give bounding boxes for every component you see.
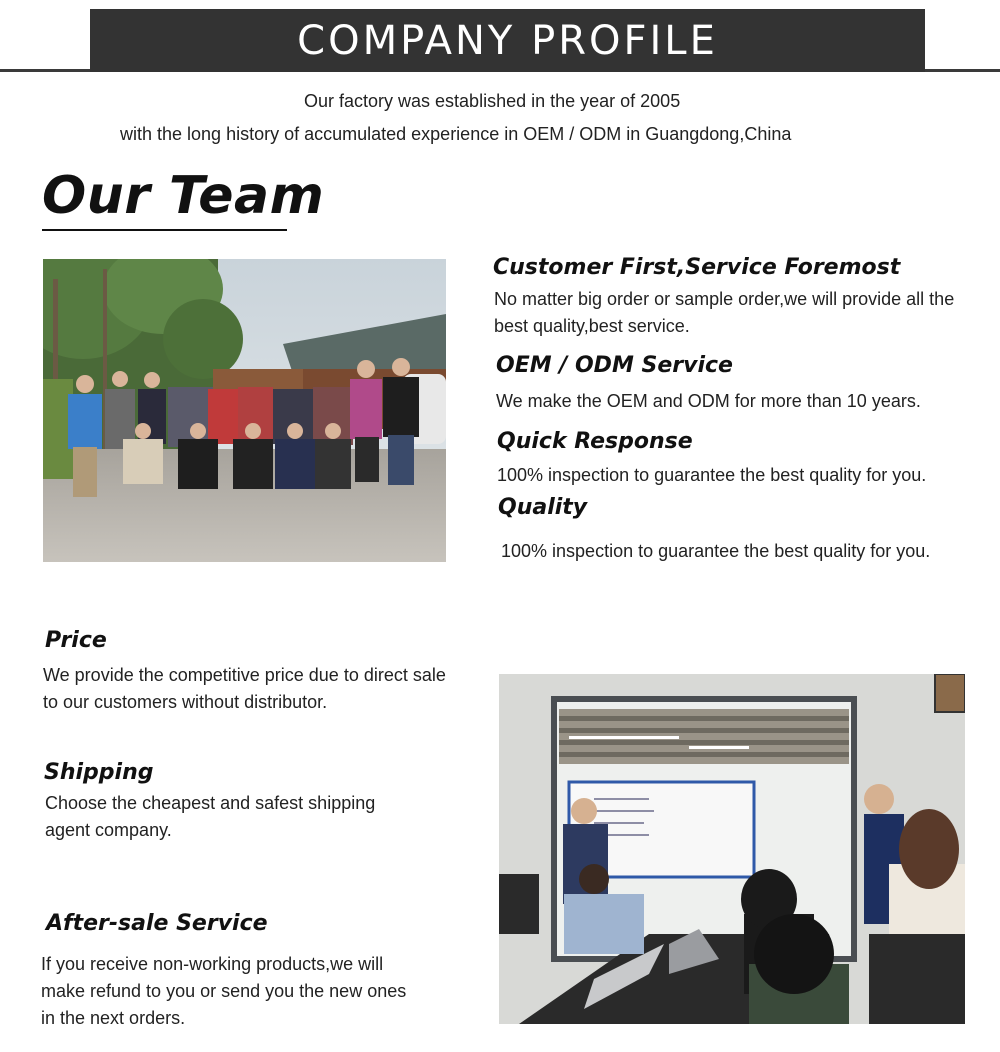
policy-text-shipping bbox=[45, 790, 485, 844]
feature-title-customer-first: Customer First,Service Foremost bbox=[493, 255, 901, 280]
policy-text-line: to our customers without distributor. bbox=[43, 692, 328, 712]
feature-text-line: best quality,best service. bbox=[494, 316, 690, 336]
policy-text-line: agent company. bbox=[45, 820, 172, 840]
feature-title-quick-response: Quick Response bbox=[497, 429, 693, 454]
policy-title-shipping: Shipping bbox=[44, 760, 154, 785]
feature-text-line: No matter big order or sample order,we will provide all the bbox=[494, 289, 955, 309]
policy-title-price: Price bbox=[45, 628, 107, 653]
policy-text-line: We provide the competitive price due to direct sale bbox=[43, 665, 446, 685]
office-meeting-photo bbox=[499, 674, 965, 1024]
feature-text-quality: 100% inspection to guarantee the best quality for you. bbox=[501, 541, 931, 561]
policy-title-after-sale: After-sale Service bbox=[46, 911, 268, 936]
feature-title-oem-odm: OEM / ODM Service bbox=[496, 353, 733, 378]
policy-text-price bbox=[43, 662, 493, 716]
intro-line-1: Our factory was established in the year of 2005 bbox=[304, 91, 681, 111]
feature-text-quick-response: 100% inspection to guarantee the best quality for you. bbox=[497, 465, 927, 485]
page-title: COMPANY PROFILE bbox=[297, 17, 718, 64]
policy-text-after-sale bbox=[41, 951, 491, 1032]
policy-text-line: Choose the cheapest and safest shipping bbox=[45, 793, 376, 813]
policy-text-line: If you receive non-working products,we will bbox=[41, 954, 384, 974]
intro-line-2: with the long history of accumulated experience in OEM / ODM in Guangdong,China bbox=[120, 124, 792, 144]
policy-text-line: make refund to you or send you the new ones bbox=[41, 981, 407, 1001]
feature-title-quality: Quality bbox=[498, 495, 588, 520]
policy-text-line: in the next orders. bbox=[41, 1008, 186, 1028]
header-band bbox=[90, 9, 925, 72]
section-title-our-team: Our Team bbox=[42, 166, 325, 226]
feature-text-customer-first bbox=[494, 286, 999, 340]
feature-text-oem-odm: We make the OEM and ODM for more than 10 years. bbox=[496, 391, 921, 411]
team-group-photo bbox=[43, 259, 446, 562]
section-title-underline bbox=[42, 229, 287, 231]
